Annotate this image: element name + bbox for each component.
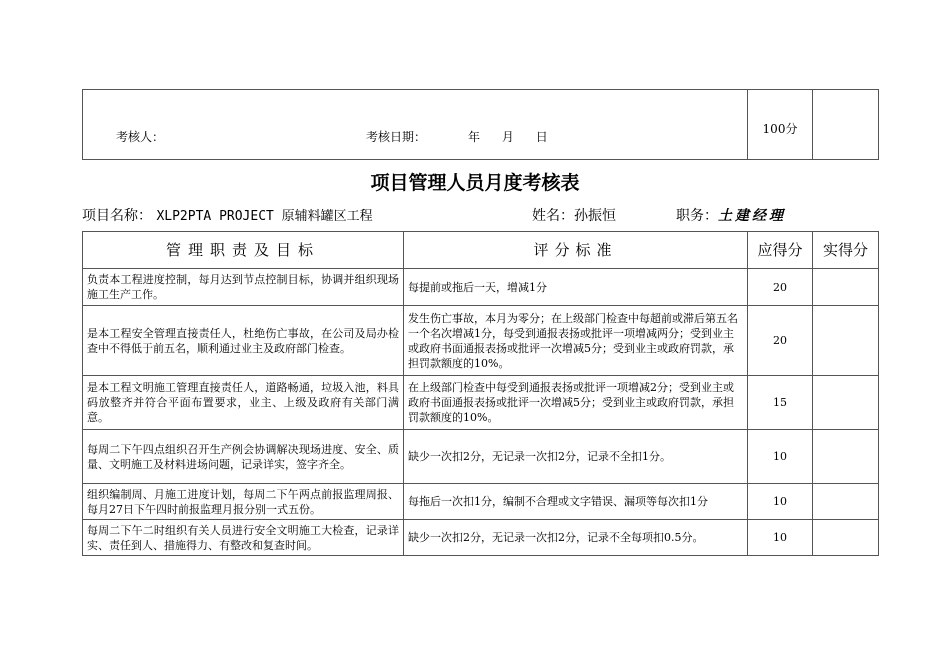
day-label: 日: [535, 130, 548, 144]
duty-cell: 负责本工程进度控制，每月达到节点控制目标，协调并组织现场施工生产工作。: [83, 269, 404, 306]
duty-cell: 每周二下午二时组织有关人员进行安全文明施工大检查，记录详实、责任到人、措施得力、有整改和复查时间。: [83, 520, 404, 556]
actual-score-cell[interactable]: [813, 269, 879, 306]
table-row: [83, 430, 879, 484]
duty-cell: 是本工程文明施工管理直接责任人，道路畅通，垃圾入池，料具码放整齐并符合平面布置要求，业主、上级及政府有关部门满意。: [83, 376, 404, 430]
table-row: [83, 269, 879, 306]
actual-score-cell[interactable]: [813, 520, 879, 556]
duty-cell: 是本工程安全管理直接责任人，杜绝伤亡事故，在公司及局办检查中不得低于前五名，顺利通过业主及政府部门检查。: [83, 306, 404, 376]
assessment-table: [82, 231, 879, 556]
role-info: [676, 205, 786, 225]
duty-cell: 每周二下午四点组织召开生产例会协调解决现场进度、安全、质量、文明施工及材料进场问题，记录详实，签字齐全。: [83, 430, 404, 484]
total-score-cell: 100分: [748, 90, 813, 160]
role-label: 职务：: [676, 208, 718, 224]
actual-score-cell[interactable]: [813, 484, 879, 520]
total-actual-cell[interactable]: [813, 90, 879, 160]
criteria-cell: 每拖后一次扣1分，编制不合理或文字错误、漏项等每次扣1分: [404, 484, 748, 520]
header-actual-score: 实得分: [813, 232, 879, 269]
due-score-cell: 15: [748, 376, 813, 430]
table-row: [83, 306, 879, 376]
assessment-date-label: 考核日期：: [366, 130, 427, 144]
person-label: 姓名：: [532, 208, 574, 224]
duty-cell: 组织编制周、月施工进度计划，每周二下午两点前报监理周报、每月27日下午四时前报监理月报分别一式五份。: [83, 484, 404, 520]
actual-score-cell[interactable]: [813, 376, 879, 430]
person-info: [532, 205, 616, 225]
due-score-cell: 10: [748, 520, 813, 556]
signature-table: [82, 89, 879, 160]
role-value: 土建经理: [718, 208, 786, 224]
project-name: XLP2PTA PROJECT 原辅料罐区工程: [156, 209, 373, 224]
assessor-label: 考核人：: [116, 130, 165, 144]
project-label: 项目名称：: [82, 208, 152, 224]
due-score-cell: 20: [748, 269, 813, 306]
due-score-cell: 20: [748, 306, 813, 376]
project-info: [82, 205, 373, 225]
criteria-cell: 每提前或拖后一天，增减1分: [404, 269, 748, 306]
table-row: [83, 520, 879, 556]
criteria-cell: 在上级部门检查中每受到通报表扬或批评一项增减2分；受到业主或政府书面通报表扬或批评一次增减5分；受到业主或政府罚款，承担罚款额度的10%。: [404, 376, 748, 430]
due-score-cell: 10: [748, 430, 813, 484]
table-row: [83, 376, 879, 430]
table-row: [83, 484, 879, 520]
criteria-cell: 缺少一次扣2分，无记录一次扣2分，记录不全扣1分。: [404, 430, 748, 484]
criteria-cell: 缺少一次扣2分，无记录一次扣2分，记录不全每项扣0.5分。: [404, 520, 748, 556]
criteria-cell: 发生伤亡事故，本月为零分；在上级部门检查中每超前或滞后第五名一个名次增减1分，每受到通报表扬或批评一项增减两分；受到业主或政府书面通报表扬或批评一次增减5分；受到业主或政府罚款，承担罚款额度的10%。: [404, 306, 748, 376]
month-label: 月: [501, 130, 514, 144]
header-due-score: 应得分: [748, 232, 813, 269]
due-score-cell: 10: [748, 484, 813, 520]
header-duty: 管理职责及目标: [83, 232, 404, 269]
signature-cell: [83, 90, 748, 160]
date-placeholder: [468, 128, 566, 145]
header-criteria: 评分标准: [404, 232, 748, 269]
year-label: 年: [468, 130, 481, 144]
person-name: 孙振恒: [574, 208, 616, 224]
page-title: 项目管理人员月度考核表: [370, 172, 580, 194]
table-header-row: [83, 232, 879, 269]
actual-score-cell[interactable]: [813, 306, 879, 376]
actual-score-cell[interactable]: [813, 430, 879, 484]
